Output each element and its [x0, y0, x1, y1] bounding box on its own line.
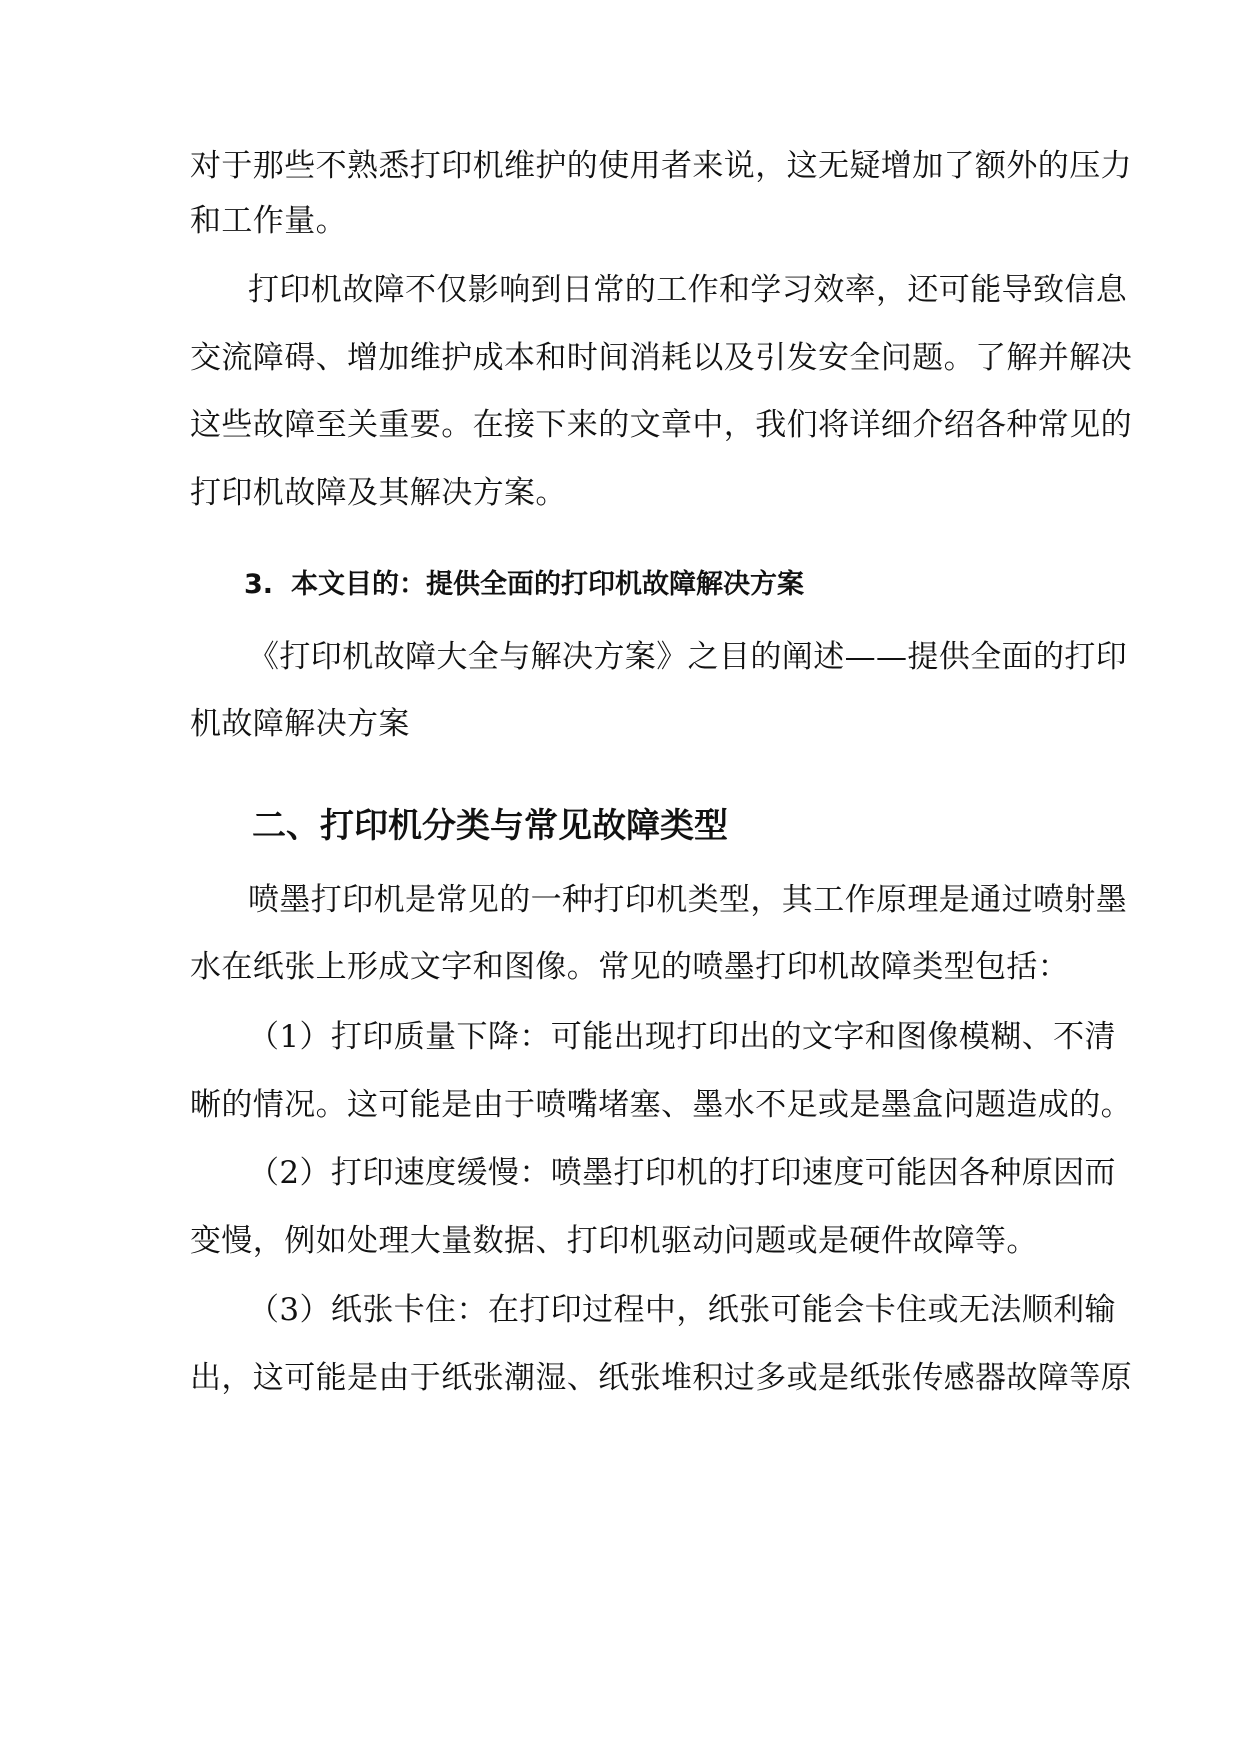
paragraph-line: 打印机故障及其解决方案。 — [190, 475, 567, 511]
paragraph-line: 这些故障至关重要。在接下来的文章中，我们将详细介绍各种常见的 — [190, 407, 1132, 443]
paragraph-line: 变慢，例如处理大量数据、打印机驱动问题或是硬件故障等。 — [190, 1223, 1038, 1259]
paragraph-line: 喷墨打印机是常见的一种打印机类型，其工作原理是通过喷射墨 — [248, 882, 1128, 918]
paragraph-line: （2）打印速度缓慢：喷墨打印机的打印速度可能因各种原因而 — [248, 1155, 1116, 1191]
paragraph-line: 水在纸张上形成文字和图像。常见的喷墨打印机故障类型包括： — [190, 949, 1070, 985]
paragraph-line: 交流障碍、增加维护成本和时间消耗以及引发安全问题。了解并解决 — [190, 340, 1132, 376]
paragraph-line: （1）打印质量下降：可能出现打印出的文字和图像模糊、不清 — [248, 1019, 1116, 1055]
paragraph-line: 对于那些不熟悉打印机维护的使用者来说，这无疑增加了额外的压力 — [190, 148, 1132, 184]
section-heading: 二、打印机分类与常见故障类型 — [252, 806, 728, 846]
paragraph-line: （3）纸张卡住：在打印过程中，纸张可能会卡住或无法顺利输 — [248, 1292, 1116, 1328]
paragraph-line: 《打印机故障大全与解决方案》之目的阐述——提供全面的打印 — [248, 639, 1128, 675]
subsection-heading — [244, 567, 804, 603]
subsection-title: 本文目的：提供全面的打印机故障解决方案 — [291, 569, 805, 600]
paragraph-line: 机故障解决方案 — [190, 706, 410, 742]
paragraph-line: 和工作量。 — [190, 203, 347, 239]
paragraph-line: 打印机故障不仅影响到日常的工作和学习效率，还可能导致信息 — [248, 272, 1128, 308]
paragraph-line: 出，这可能是由于纸张潮湿、纸张堆积过多或是纸张传感器故障等原 — [190, 1360, 1132, 1396]
paragraph-line: 晰的情况。这可能是由于喷嘴堵塞、墨水不足或是墨盒问题造成的。 — [190, 1087, 1132, 1123]
subsection-number: 3. — [244, 569, 274, 600]
